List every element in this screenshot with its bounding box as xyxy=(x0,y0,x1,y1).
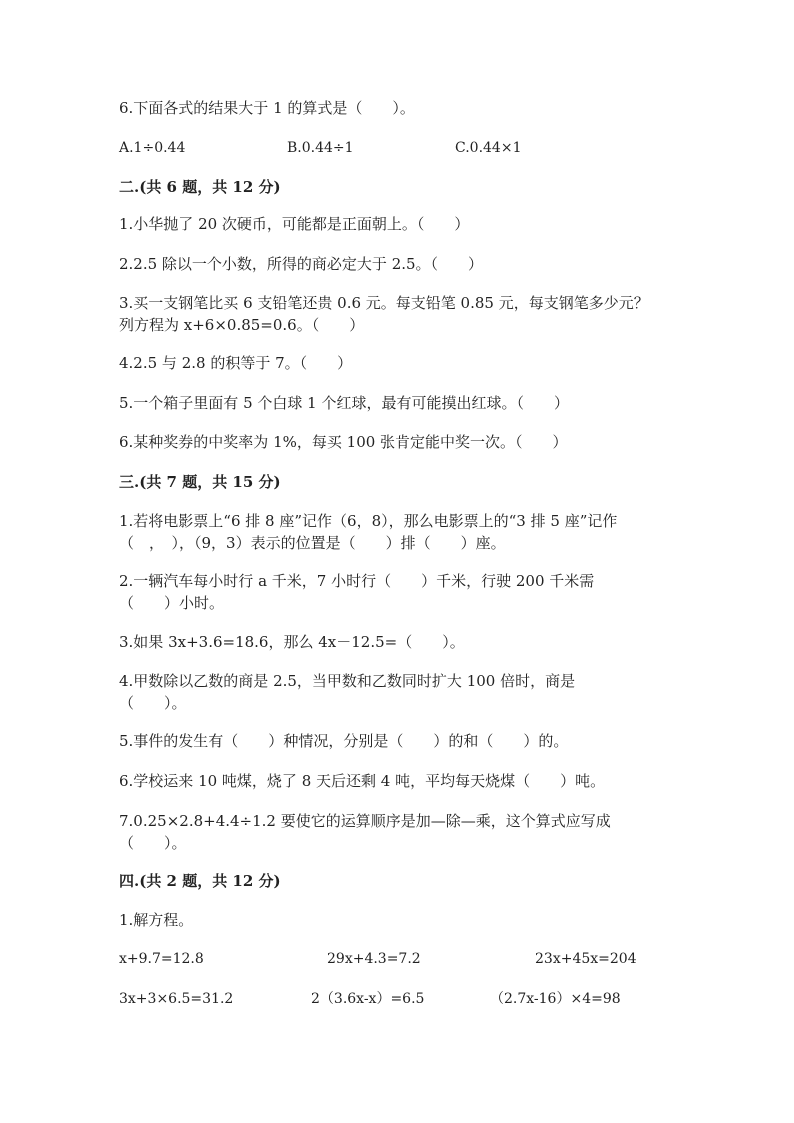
judge-item-3: 3.买一支钢笔比买 6 支铅笔还贵 0.6 元。每支铅笔 0.85 元，每支钢笔多少元？ xyxy=(119,294,649,312)
judge-item-5: 5.一个箱子里面有 5 个白球 1 个红球，最有可能摸出红球。（ ） xyxy=(119,394,569,412)
option-c: C.0.44×1 xyxy=(455,140,522,156)
section-heading-3: 三.(共 7 题，共 15 分) xyxy=(119,473,281,491)
equation-4: 3x+3×6.5=31.2 xyxy=(119,991,234,1007)
equation-2: 29x+4.3=7.2 xyxy=(327,951,421,967)
fill-item-5: 5.事件的发生有（ ）种情况，分别是（ ）的和（ ）的。 xyxy=(119,732,569,750)
judge-item-4: 4.2.5 与 2.8 的积等于 7。（ ） xyxy=(119,354,353,372)
fill-item-6: 6.学校运来 10 吨煤，烧了 8 天后还剩 4 吨，平均每天烧煤（ ）吨。 xyxy=(119,772,606,790)
judge-item-2: 2.2.5 除以一个小数，所得的商必定大于 2.5。（ ） xyxy=(119,255,484,273)
fill-item-1-cont: （ ， ），（9，3）表示的位置是（ ）排（ ）座。 xyxy=(119,534,506,552)
option-a: A.1÷0.44 xyxy=(119,140,186,156)
fill-item-2-cont: （ ）小时。 xyxy=(119,594,225,612)
fill-item-3: 3.如果 3x+3.6=18.6，那么 4x－12.5=（ ）。 xyxy=(119,633,465,651)
equation-1: x+9.7=12.8 xyxy=(119,951,204,967)
fill-item-1: 1.若将电影票上“6 排 8 座”记作（6，8），那么电影票上的“3 排 5 座”记作 xyxy=(119,512,618,530)
fill-item-4: 4.甲数除以乙数的商是 2.5，当甲数和乙数同时扩大 100 倍时，商是 xyxy=(119,672,576,690)
judge-item-1: 1.小华抛了 20 次硬币，可能都是正面朝上。（ ） xyxy=(119,215,470,233)
option-b: B.0.44÷1 xyxy=(287,140,354,156)
equation-3: 23x+45x=204 xyxy=(535,951,637,967)
section-heading-4: 四.(共 2 题，共 12 分) xyxy=(119,872,281,890)
fill-item-7-cont: （ ）。 xyxy=(119,834,187,852)
question-6: 6.下面各式的结果大于 1 的算式是（ ）。 xyxy=(119,99,415,117)
fill-item-4-cont: （ ）。 xyxy=(119,694,187,712)
judge-item-6: 6.某种奖券的中奖率为 1%，每买 100 张肯定能中奖一次。（ ） xyxy=(119,433,568,451)
fill-item-7: 7.0.25×2.8+4.4÷1.2 要使它的运算顺序是加—除—乘，这个算式应写成 xyxy=(119,812,611,830)
equation-5: 2（3.6x-x）=6.5 xyxy=(311,991,425,1007)
fill-item-2: 2.一辆汽车每小时行 a 千米，7 小时行（ ）千米，行驶 200 千米需 xyxy=(119,572,595,590)
section-heading-2: 二.(共 6 题，共 12 分) xyxy=(119,178,281,196)
solve-equations-title: 1.解方程。 xyxy=(119,911,194,929)
equation-6: （2.7x-16）×4=98 xyxy=(490,991,621,1007)
judge-item-3-cont: 列方程为 x+6×0.85=0.6。（ ） xyxy=(119,316,365,334)
